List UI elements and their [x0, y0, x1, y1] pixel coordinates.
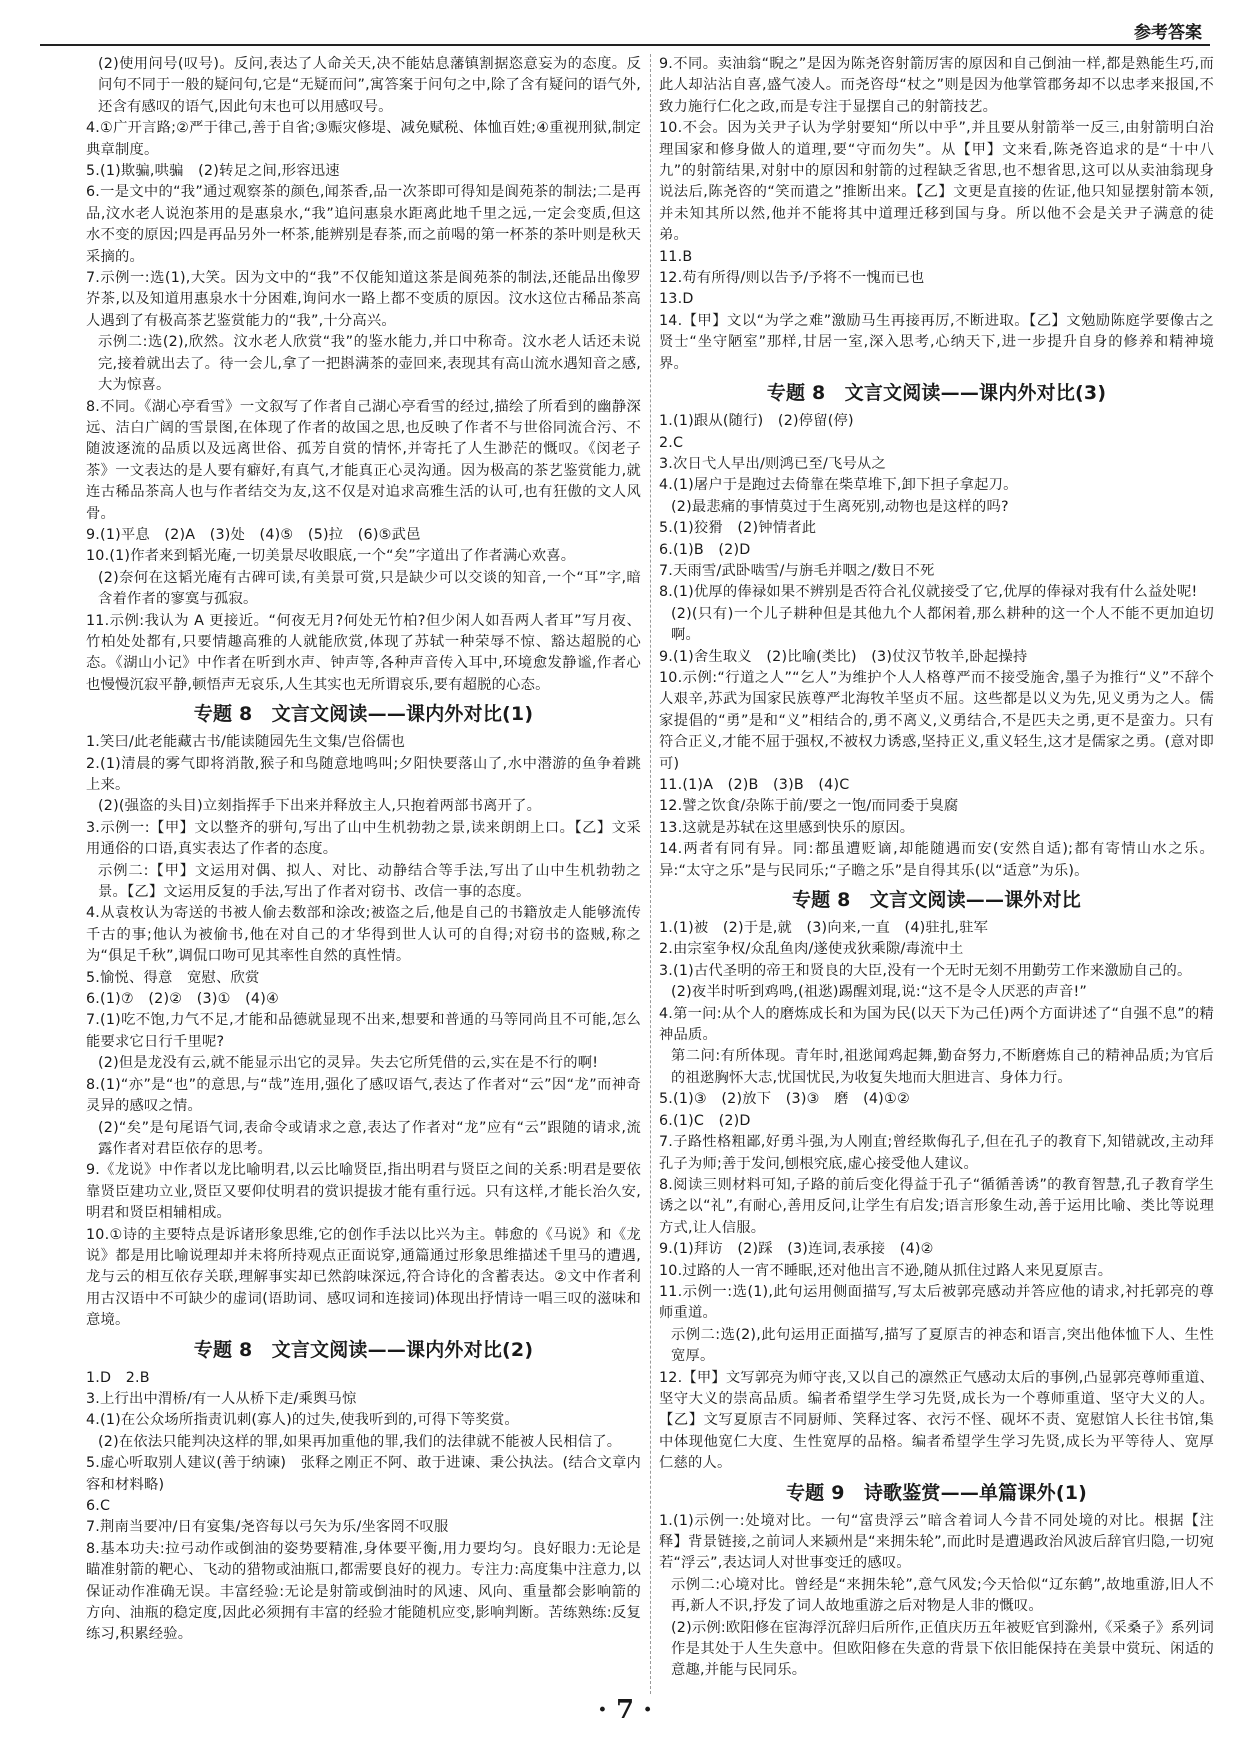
answer-paragraph: 9.不同。卖油翁“睨之”是因为陈尧咨射箭厉害的原因和自己倒油一样,都是熟能生巧,而此人却沾沾自喜,盛气凌人。而尧咨母“杖之”则是因为他掌管郡务却不以忠孝来报国,不致力施行仁化之政,而是专注于显摆自己的射箭技艺。 [659, 56, 1214, 115]
answer-key-header: 参考答案 [1134, 23, 1202, 43]
page-number: · 7 · [597, 1695, 653, 1725]
answer-paragraph: 3.示例一:【甲】文以整齐的骈句,写出了山中生机勃勃之景,读来朗朗上口。【乙】文采用通俗的口语,真实表达了作者的态度。 [86, 819, 641, 858]
section-title: 专题 8 文言文阅读——课外对比 [791, 889, 1082, 912]
answer-paragraph: 6.C [86, 1498, 111, 1514]
answer-paragraph: 8.阅读三则材料可知,子路的前后变化得益于孔子“循循善诱”的教育智慧,孔子教育学生诱之以“礼”,有耐心,善用反问,让学生有启发;语言形象生动,善于运用比喻、类比等说理方式,让人信服。 [659, 1176, 1214, 1236]
answer-paragraph: 5.(1)欺骗,哄骗 (2)转足之间,形容迅速 [86, 163, 340, 180]
answer-paragraph: 11.B [659, 248, 693, 265]
answer-paragraph: 6.(1)⑦ (2)② (3)① (4)④ [86, 991, 280, 1008]
section-title: 专题 8 文言文阅读——课内外对比(3) [766, 382, 1107, 405]
answer-paragraph: (2)使用问号(叹号)。反问,表达了人命关天,决不能姑息藩镇割据恣意妄为的态度。反问句不同于一般的疑问句,它是“无疑而问”,寓答案于问句之中,除了含有疑问的语气外,还含有感叹的语气,因此句末也可以用感叹号。 [98, 56, 641, 115]
answer-paragraph: 7.子路性格粗鄙,好勇斗强,为人刚直;曾经欺侮孔子,但在孔子的教育下,知错就改,主动拜孔子为师;善于发问,刨根究底,虚心接受他人建议。 [659, 1134, 1214, 1172]
answer-paragraph: 12.【甲】文写郭亮为师守丧,又以自己的凛然正气感动太后的事例,凸显郭亮尊师重道、坚守大义的崇高品质。编者希望学生学习先贤,成长为一个尊师重道、坚守大义的人。【乙】文写夏原吉不同厨师、笑释过客、衣污不怪、砚坏不责、宽慰馆人长往书馆,集中体现他宽仁大度、生性宽厚的品格。编者希望学生学习先贤,成长为平等待人、宽厚仁慈的人。 [659, 1369, 1214, 1472]
column-divider [650, 54, 651, 1694]
answer-paragraph: (2)夜半时听到鸡鸣,(祖逖)踢醒刘琨,说:“这不是令人厌恶的声音!” [671, 984, 1087, 1001]
answer-paragraph: 1.笑曰/此老能藏古书/能读随园先生文集/岂俗儒也 [86, 734, 406, 751]
answer-paragraph: 6.一是文中的“我”通过观察茶的颜色,闻茶香,品一次茶即可得知是阆苑茶的制法;二是再品,汶水老人说泡茶用的是惠泉水,“我”追问惠泉水距离此地千里之远,一定会变质,但这水不变的原因;四是再品另外一杯茶,能辨别是春茶,而之前喝的第一杯茶的茶叶则是秋天采摘的。 [86, 184, 641, 265]
answer-paragraph: 3.(1)古代圣明的帝王和贤良的大臣,没有一个无时无刻不用勤劳工作来激励自己的。 [659, 962, 1192, 979]
section-title: 专题 9 诗歌鉴赏——单篇课外(1) [785, 1481, 1088, 1504]
answer-paragraph: 6.(1)C (2)D [659, 1112, 751, 1129]
answer-paragraph: 5.(1)③ (2)放下 (3)③ 磨 (4)①② [659, 1091, 910, 1108]
answer-paragraph: 10.①诗的主要特点是诉诸形象思维,它的创作手法以比兴为主。韩愈的《马说》和《龙说》都是用比喻说理却并未将所持观点正面说穿,通篇通过形象思维描述千里马的遭遇,龙与云的相互依存关联,理解事实却已然韵味深远,符合诗化的含蓄表达。②文中作者利用古汉语中不可缺少的虚词(语助词、感叹词和连接词)体现出抒情诗一唱三叹的滋味和意境。 [86, 1226, 641, 1329]
answer-paragraph: 7.天雨雪/武卧啮雪/与旃毛并咽之/数日不死 [659, 562, 935, 579]
answer-paragraph: (2)“矣”是句尾语气词,表命令或请求之意,表达了作者对“龙”应有“云”跟随的请求,流露作者对君臣依存的思考。 [98, 1119, 641, 1157]
answer-paragraph: 2.由宗室争权/众乱鱼肉/遂使戎狄乘隙/毒流中土 [659, 941, 964, 958]
answer-paragraph: 2.C [659, 434, 684, 451]
answer-paragraph: (2)在依法只能判决这样的罪,如果再加重他的罪,我们的法律就不能被人民相信了。 [98, 1433, 622, 1450]
answer-paragraph: 11.示例:我认为 A 更接近。“何夜无月?何处无竹柏?但少闲人如吾两人者耳”写月夜、竹柏处处都有,只要情趣高雅的人就能欣赏,体现了苏轼一种荣辱不惊、豁达超脱的心态。《湖山小记》中作者在听到水声、钟声等,各种声音传入耳中,环境愈发静谧,作者心也慢慢沉寂平静,顿悟声无哀乐,人生其实也无所谓哀乐,要有超脱的心态。 [86, 612, 641, 693]
answer-paragraph: (2)示例:欧阳修在宦海浮沉辞归后所作,正值庆历五年被贬官到滁州,《采桑子》系列词作是其处于人生失意中。但欧阳修在失意的背景下依旧能保持在美景中赏玩、闲适的意趣,并能与民同乐。 [671, 1619, 1214, 1679]
answer-paragraph: 2.(1)清晨的雾气即将消散,猴子和鸟随意地鸣叫;夕阳快要落山了,水中潜游的鱼争着跳上来。 [86, 755, 641, 793]
answer-paragraph: 11.示例一:选(1),此句运用侧面描写,写太后被郭亮感动并答应他的请求,衬托郭亮的尊师重道。 [659, 1283, 1214, 1322]
answer-paragraph: 4.(1)屠户于是跑过去倚靠在柴草堆下,卸下担子拿起刀。 [659, 477, 1018, 494]
answer-paragraph: 4.从袁枚认为寄送的书被人偷去数部和涂改;被盗之后,他是自己的书籍放走人能够流传千古的事;他认为被偷书,他在对自己的才华得到世人认可的自得;对窃书的盗贼,称之为“俱足千秋”,调侃口吻可见其率性自然的真性情。 [86, 905, 641, 965]
answer-paragraph: (2)但是龙没有云,就不能显示出它的灵异。失去它所凭借的云,实在是不行的啊! [98, 1055, 599, 1072]
answer-paragraph: 8.(1)“亦”是“也”的意思,与“哉”连用,强化了感叹语气,表达了作者对“云”因“龙”而神奇灵异的感叹之情。 [86, 1076, 641, 1115]
answer-paragraph: 5.虚心听取别人建议(善于纳谏) 张释之刚正不阿、敢于进谏、秉公执法。(结合文章内容和材料略) [86, 1455, 641, 1493]
answer-paragraph: 8.(1)优厚的俸禄如果不辨别是否符合礼仪就接受了它,优厚的俸禄对我有什么益处呢! [659, 584, 1198, 601]
answer-paragraph: 示例二:选(2),此句运用正面描写,描写了夏原吉的神态和语言,突出他体恤下人、生性宽厚。 [671, 1326, 1214, 1365]
right-column [659, 54, 1214, 1682]
answer-paragraph: 1.(1)示例一:处境对比。一句“富贵浮云”暗含着词人今昔不同处境的对比。根据【注释】背景链接,之前词人来颍州是“来拥朱轮”,而此时是遭遇政治风波后辞官归隐,一切宛若“浮云”,表达词人对世事变迁的感叹。 [659, 1512, 1214, 1572]
answer-paragraph: 9.(1)拜访 (2)踩 (3)连词,表承接 (4)② [659, 1241, 934, 1258]
answer-paragraph: 13.D [659, 291, 694, 308]
answer-paragraph: 第二问:有所体现。青年时,祖逖闻鸡起舞,勤奋努力,不断磨炼自己的精神品质;为官后的祖逖胸怀大志,忧国忧民,为收复失地而大胆进言、身体力行。 [671, 1048, 1214, 1086]
answer-paragraph: 1.(1)被 (2)于是,就 (3)向来,一直 (4)驻扎,驻军 [659, 920, 989, 937]
answer-paragraph: 10.过路的人一宵不睡眠,还对他出言不逊,随从抓住过路人来见夏原吉。 [659, 1262, 1113, 1279]
answer-paragraph: 3.次日弋人早出/则鸿已至/飞号从之 [659, 455, 887, 472]
answer-paragraph: 9.(1)舍生取义 (2)比喻(类比) (3)仗汉节牧羊,卧起操持 [659, 648, 1028, 665]
answer-paragraph: 9.(1)平息 (2)A (3)处 (4)⑤ (5)拉 (6)⑤武邑 [86, 526, 421, 543]
answer-paragraph: 8.基本功夫:拉弓动作或倒油的姿势要精准,身体要平衡,用力要均匀。良好眼力:无论是瞄准射箭的靶心、飞动的猎物或油瓶口,都需要良好的视力。专注力:高度集中注意力,以保证动作准确无误。丰富经验:无论是射箭或倒油时的风速、风向、重量都会影响箭的方向、油瓶的稳定度,因此必须拥有丰富的经验才能随机应变,影响判断。苦练熟练:反复练习,积累经验。 [86, 1540, 641, 1643]
section-title: 专题 8 文言文阅读——课内外对比(2) [193, 1338, 534, 1361]
answer-paragraph: 10.示例:“行道之人”“乞人”为维护个人人格尊严而不接受施舍,墨子为推行“义”不辞个人艰辛,苏武为国家民族尊严北海牧羊坚贞不屈。这些都是以义为先,见义勇为之人。儒家提倡的“勇”是和“义”相结合的,勇不离义,义勇结合,不是匹夫之勇,更不是蛮力。只有符合正义,才能不屈于强权,不被权力诱惑,坚持正义,重义轻生,这才是儒家之勇。(意对即可) [659, 669, 1214, 772]
answer-paragraph: 1.(1)跟从(随行) (2)停留(停) [659, 413, 854, 430]
answer-paragraph: 3.上行出中渭桥/有一人从桥下走/乘舆马惊 [86, 1390, 357, 1407]
answer-paragraph: 4.(1)在公众场所指责讥刺(寡人)的过失,使我听到的,可得下等奖赏。 [86, 1412, 519, 1429]
answer-paragraph: 10.不会。因为关尹子认为学射要知“所以中乎”,并且要从射箭举一反三,由射箭明白治理国家和修身做人的道理,要“守而勿失”。从【甲】文来看,陈尧咨追求的是“十中八九”的射箭结果,对射中的原因和射箭的过程缺乏省思,也不想省思,这可以从卖油翁现身说法后,陈尧咨的“笑而遣之”推断出来。【乙】文更是直接的佐证,他只知显摆射箭本领,并未知其所以然,他并不能将其中道理迁移到国与身。所以他不会是关尹子满意的徒弟。 [659, 120, 1214, 244]
answer-paragraph: 13.这就是苏轼在这里感到快乐的原因。 [659, 819, 915, 836]
header-rule [40, 44, 1210, 46]
answer-paragraph: (2)(只有)一个儿子耕种但是其他九个人都闲着,那么耕种的这一个人不能不更加迫切啊。 [671, 605, 1214, 644]
section-title: 专题 8 文言文阅读——课内外对比(1) [193, 703, 534, 726]
answer-paragraph: 示例二:心境对比。曾经是“来拥朱轮”,意气风发;今天恰似“辽东鹤”,故地重游,旧人不再,新人不识,抒发了词人故地重游之后对物是人非的慨叹。 [671, 1576, 1214, 1615]
answer-paragraph: 12.苟有所得/则以告予/予将不一愧而已也 [659, 270, 925, 287]
answer-paragraph: 7.荆南当要冲/日有宴集/尧咨每以弓矢为乐/坐客罔不叹服 [86, 1519, 449, 1536]
answer-paragraph: 1.D 2.B [86, 1369, 150, 1386]
answer-paragraph: 14.两者有同有异。同:都虽遭贬谪,却能随遇而安(安然自适);都有寄情山水之乐。异:“太守之乐”是与民同乐;“子瞻之乐”是自得其乐(以“适意”为乐)。 [659, 841, 1214, 879]
answer-paragraph: 12.譬之饮食/杂陈于前/要之一饱/而同委于臭腐 [659, 798, 959, 815]
left-column [86, 54, 641, 1646]
answer-paragraph: (2)奈何在这韬光庵有古碑可读,有美景可赏,只是缺少可以交谈的知音,一个“耳”字,暗含着作者的寥寞与孤寂。 [98, 569, 641, 608]
answer-paragraph: (2)最悲痛的事情莫过于生离死别,动物也是这样的吗? [671, 498, 1009, 515]
answer-paragraph: 示例二:选(2),欣然。汶水老人欣赏“我”的鉴水能力,并口中称奇。汶水老人话还未说完,接着就出去了。待一会儿,拿了一把斟满茶的壶回来,表现其有高山流水遇知音之感,大为惊喜。 [98, 334, 641, 394]
answer-paragraph: 9.《龙说》中作者以龙比喻明君,以云比喻贤臣,指出明君与贤臣之间的关系:明君是要依靠贤臣建功立业,贤臣又要仰仗明君的赏识提拔才能有重行远。只有这样,才能长治久安,明君和贤臣相辅相成。 [86, 1162, 641, 1222]
answer-paragraph: (2)(强盗的头目)立刻指挥手下出来并释放主人,只抱着两部书离开了。 [98, 798, 542, 815]
answer-paragraph: 8.不同。《湖心亭看雪》一文叙写了作者自己湖心亭看雪的经过,描绘了所看到的幽静深远、洁白广阔的雪景图,在体现了作者的故国之思,也反映了作者不与世俗同流合污、不随波逐流的品质以及远离世俗、孤芳自赏的情怀,并寄托了人生渺茫的慨叹。《闵老子茶》一文表达的是人要有癖好,有真气,才能真正心灵沟通。因为极高的茶艺鉴赏能力,就连古稀品茶高人也与作者结交为友,这不仅是对追求高雅生活的认可,也有狂傲的文人风骨。 [86, 398, 641, 522]
answer-paragraph: 14.【甲】文以“为学之难”激励马生再接再厉,不断进取。【乙】文勉励陈庭学要像古之贤士“坐守陋室”那样,甘居一室,深入思考,心纳天下,进一步提升自身的修养和精神境界。 [659, 312, 1214, 372]
answer-paragraph: 7.(1)吃不饱,力气不足,才能和品德就显现不出来,想要和普通的马等同尚且不可能,怎么能要求它日行千里呢? [86, 1012, 641, 1050]
answer-paragraph: 6.(1)B (2)D [659, 541, 751, 558]
answer-paragraph: 7.示例一:选(1),大笑。因为文中的“我”不仅能知道这茶是阆苑茶的制法,还能品出像罗岕茶,以及知道用惠泉水十分困难,询问水一路上都不变质的原因。汶水这位古稀品茶高人遇到了有极高茶艺鉴赏能力的“我”,十分高兴。 [86, 270, 641, 329]
answer-paragraph: 11.(1)A (2)B (3)B (4)C [659, 777, 850, 793]
answer-paragraph: 4.①广开言路;②严于律己,善于自省;③赈灾修堤、减免赋税、体恤百姓;④重视刑狱,制定典章制度。 [86, 120, 641, 158]
answer-paragraph: 示例二:【甲】文运用对偶、拟人、对比、动静结合等手法,写出了山中生机勃勃之景。【乙】文运用反复的手法,写出了作者对窃书、改信一事的态度。 [98, 862, 641, 901]
answer-paragraph: 4.第一问:从个人的磨炼成长和为国为民(以天下为己任)两个方面讲述了“自强不息”的精神品质。 [659, 1005, 1214, 1044]
answer-paragraph: 10.(1)作者来到韬光庵,一切美景尽收眼底,一个“矣”字道出了作者满心欢喜。 [86, 548, 576, 565]
answer-paragraph: 5.愉悦、得意 宽慰、欣赏 [86, 969, 260, 986]
answer-paragraph: 5.(1)狡猾 (2)钟情者此 [659, 520, 817, 537]
